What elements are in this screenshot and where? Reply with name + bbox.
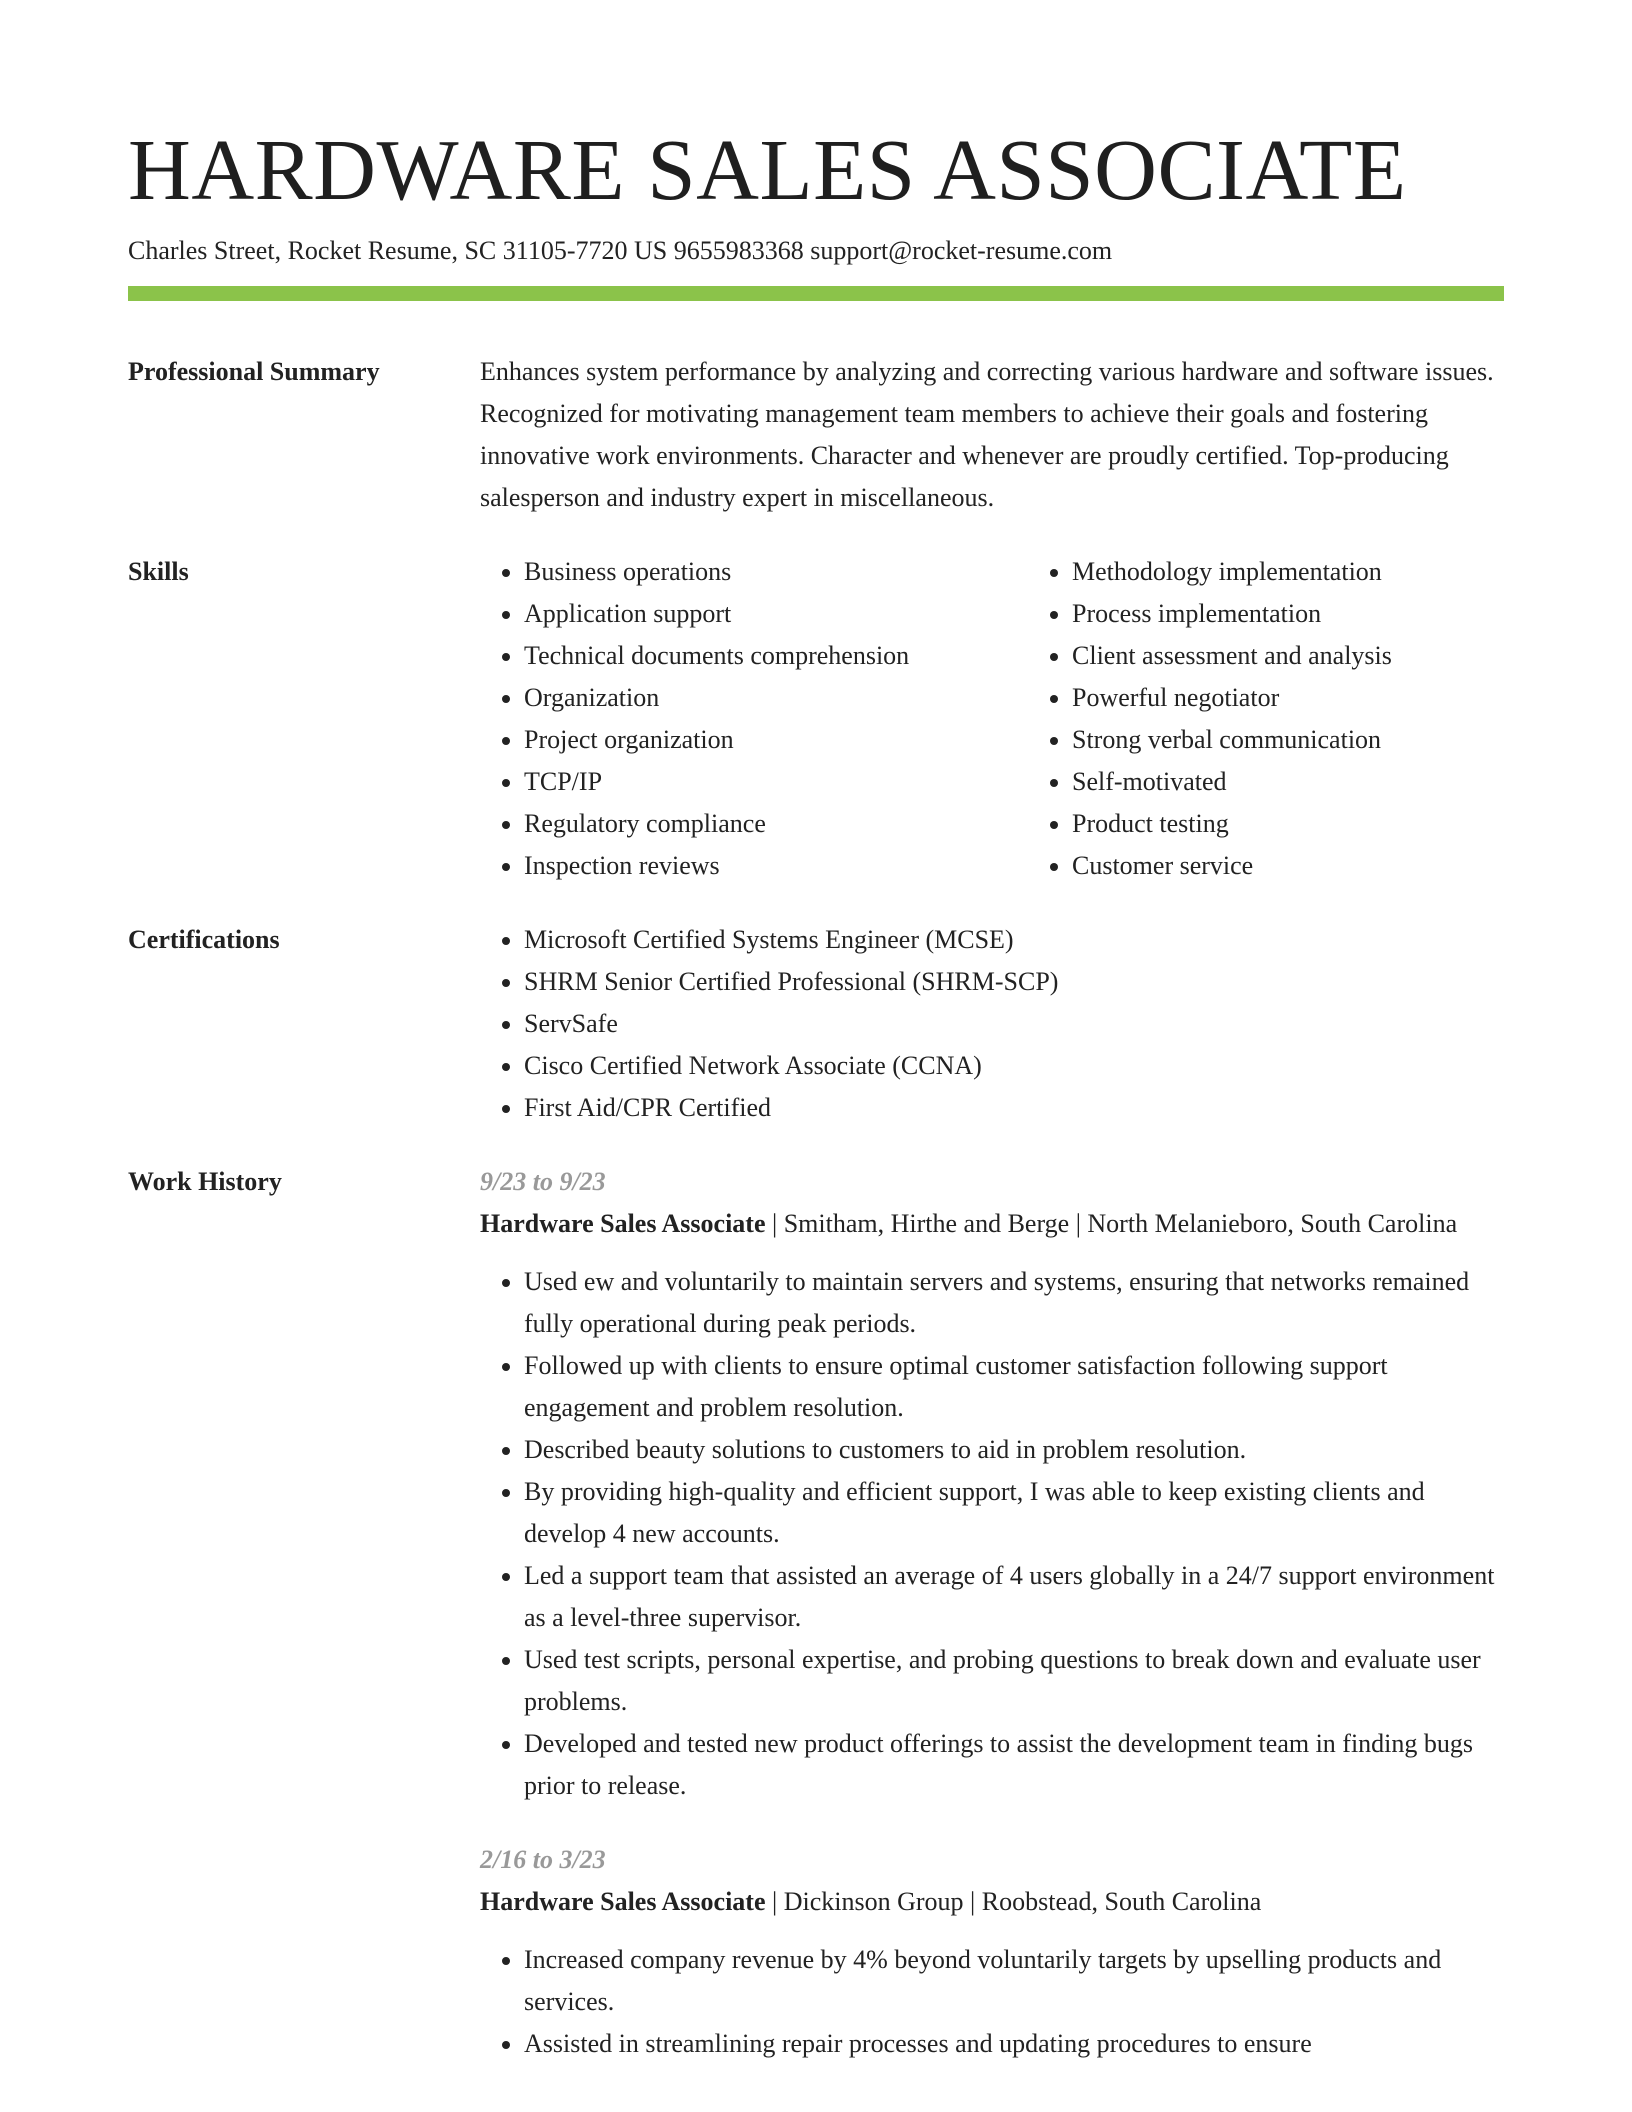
job-company: Smitham, Hirthe and Berge [783, 1209, 1070, 1238]
job-bullet: • Led a support team that assisted an average of 4 users globally in a 24/7 support environment as a level-three supervisor. [524, 1555, 1504, 1639]
skill-item: • Client assessment and analysis [1072, 635, 1392, 677]
certification-item: • Cisco Certified Network Associate (CCNA) [524, 1045, 1504, 1087]
certification-item: • SHRM Senior Certified Professional (SHRM-SCP) [524, 961, 1504, 1003]
job-heading: Hardware Sales Associate | Smitham, Hirthe and Berge | North Melanieboro, South Carolina [480, 1209, 1458, 1238]
summary-text: Enhances system performance by analyzing and correcting various hardware and software issues. Recognized for motivating management team members to achieve their goals and fostering innovative work environments. Character and whenever are proudly certified. Top-producing salesperson and industry expert in miscellaneous. [480, 357, 1494, 512]
job-entry [480, 1161, 1504, 1807]
job-bullet: • Described beauty solutions to customers to aid in problem resolution. [524, 1429, 1504, 1471]
skill-item: • Powerful negotiator [1072, 677, 1392, 719]
skill-item: • Product testing [1072, 803, 1392, 845]
certification-item: • ServSafe [524, 1003, 1504, 1045]
skills-column-1 [480, 551, 1028, 887]
certification-item: • Microsoft Certified Systems Engineer (MCSE) [524, 919, 1504, 961]
job-company: Dickinson Group [783, 1887, 964, 1916]
job-bullet: • Used test scripts, personal expertise, and probing questions to break down and evaluate user problems. [524, 1639, 1504, 1723]
contact-email: support@rocket-resume.com [810, 236, 1113, 265]
job-bullet: • Increased company revenue by 4% beyond voluntarily targets by upselling products and services. [524, 1939, 1504, 2023]
job-location: Roobstead, South Carolina [981, 1887, 1262, 1916]
skill-item: • Application support [524, 593, 1028, 635]
job-bullet: • Followed up with clients to ensure optimal customer satisfaction following support engagement and problem resolution. [524, 1345, 1504, 1429]
job-dates: 9/23 to 9/23 [480, 1167, 606, 1196]
skill-item: • Self-motivated [1072, 761, 1392, 803]
skill-item: • Process implementation [1072, 593, 1392, 635]
certifications-label: Certifications [128, 925, 280, 954]
skills-label: Skills [128, 557, 189, 586]
job-bullet-list [480, 1939, 1504, 2065]
contact-line [128, 234, 1504, 268]
skill-item: • Customer service [1072, 845, 1392, 887]
job-bullet: • By providing high-quality and efficient support, I was able to keep existing clients and develop 4 new accounts. [524, 1471, 1504, 1555]
work-history-section [128, 1161, 1504, 2097]
skills-grid [480, 551, 1504, 887]
skill-item: • Inspection reviews [524, 845, 1028, 887]
skill-item: • TCP/IP [524, 761, 1028, 803]
job-bullet-list [480, 1261, 1504, 1807]
skill-item: • Technical documents comprehension [524, 635, 1028, 677]
resume-name-heading: HARDWARE SALES ASSOCIATE [128, 121, 1407, 218]
job-heading: Hardware Sales Associate | Dickinson Group | Roobstead, South Carolina [480, 1887, 1262, 1916]
contact-phone: 9655983368 [673, 236, 804, 265]
job-bullet: • Used ew and voluntarily to maintain servers and systems, ensuring that networks remained fully operational during peak periods. [524, 1261, 1504, 1345]
job-location: North Melanieboro, South Carolina [1087, 1209, 1458, 1238]
skill-item: • Project organization [524, 719, 1028, 761]
header-divider [128, 286, 1504, 301]
contact-address: Charles Street, Rocket Resume, SC 31105-7720 US [128, 236, 668, 265]
summary-section [128, 351, 1504, 519]
summary-body [480, 351, 1504, 519]
job-bullet: • Developed and tested new product offerings to assist the development team in finding bugs prior to release. [524, 1723, 1504, 1807]
certifications-body [480, 919, 1504, 1129]
skill-item: • Organization [524, 677, 1028, 719]
skill-item: • Business operations [524, 551, 1028, 593]
work-history-body [480, 1161, 1504, 2097]
skill-item: • Regulatory compliance [524, 803, 1028, 845]
job-bullet: • Assisted in streamlining repair processes and updating procedures to ensure [524, 2023, 1504, 2065]
certifications-list [480, 919, 1504, 1129]
certifications-section [128, 919, 1504, 1129]
certification-item: • First Aid/CPR Certified [524, 1087, 1504, 1129]
job-title: Hardware Sales Associate [480, 1887, 766, 1916]
skill-item: • Methodology implementation [1072, 551, 1392, 593]
job-dates: 2/16 to 3/23 [480, 1845, 606, 1874]
summary-label: Professional Summary [128, 357, 380, 386]
skills-section [128, 551, 1504, 887]
job-title: Hardware Sales Associate [480, 1209, 766, 1238]
skill-item: • Strong verbal communication [1072, 719, 1392, 761]
work-history-label: Work History [128, 1167, 282, 1196]
job-entry [480, 1839, 1504, 2065]
skills-column-2 [1028, 551, 1392, 887]
resume-page [128, 118, 1504, 2097]
